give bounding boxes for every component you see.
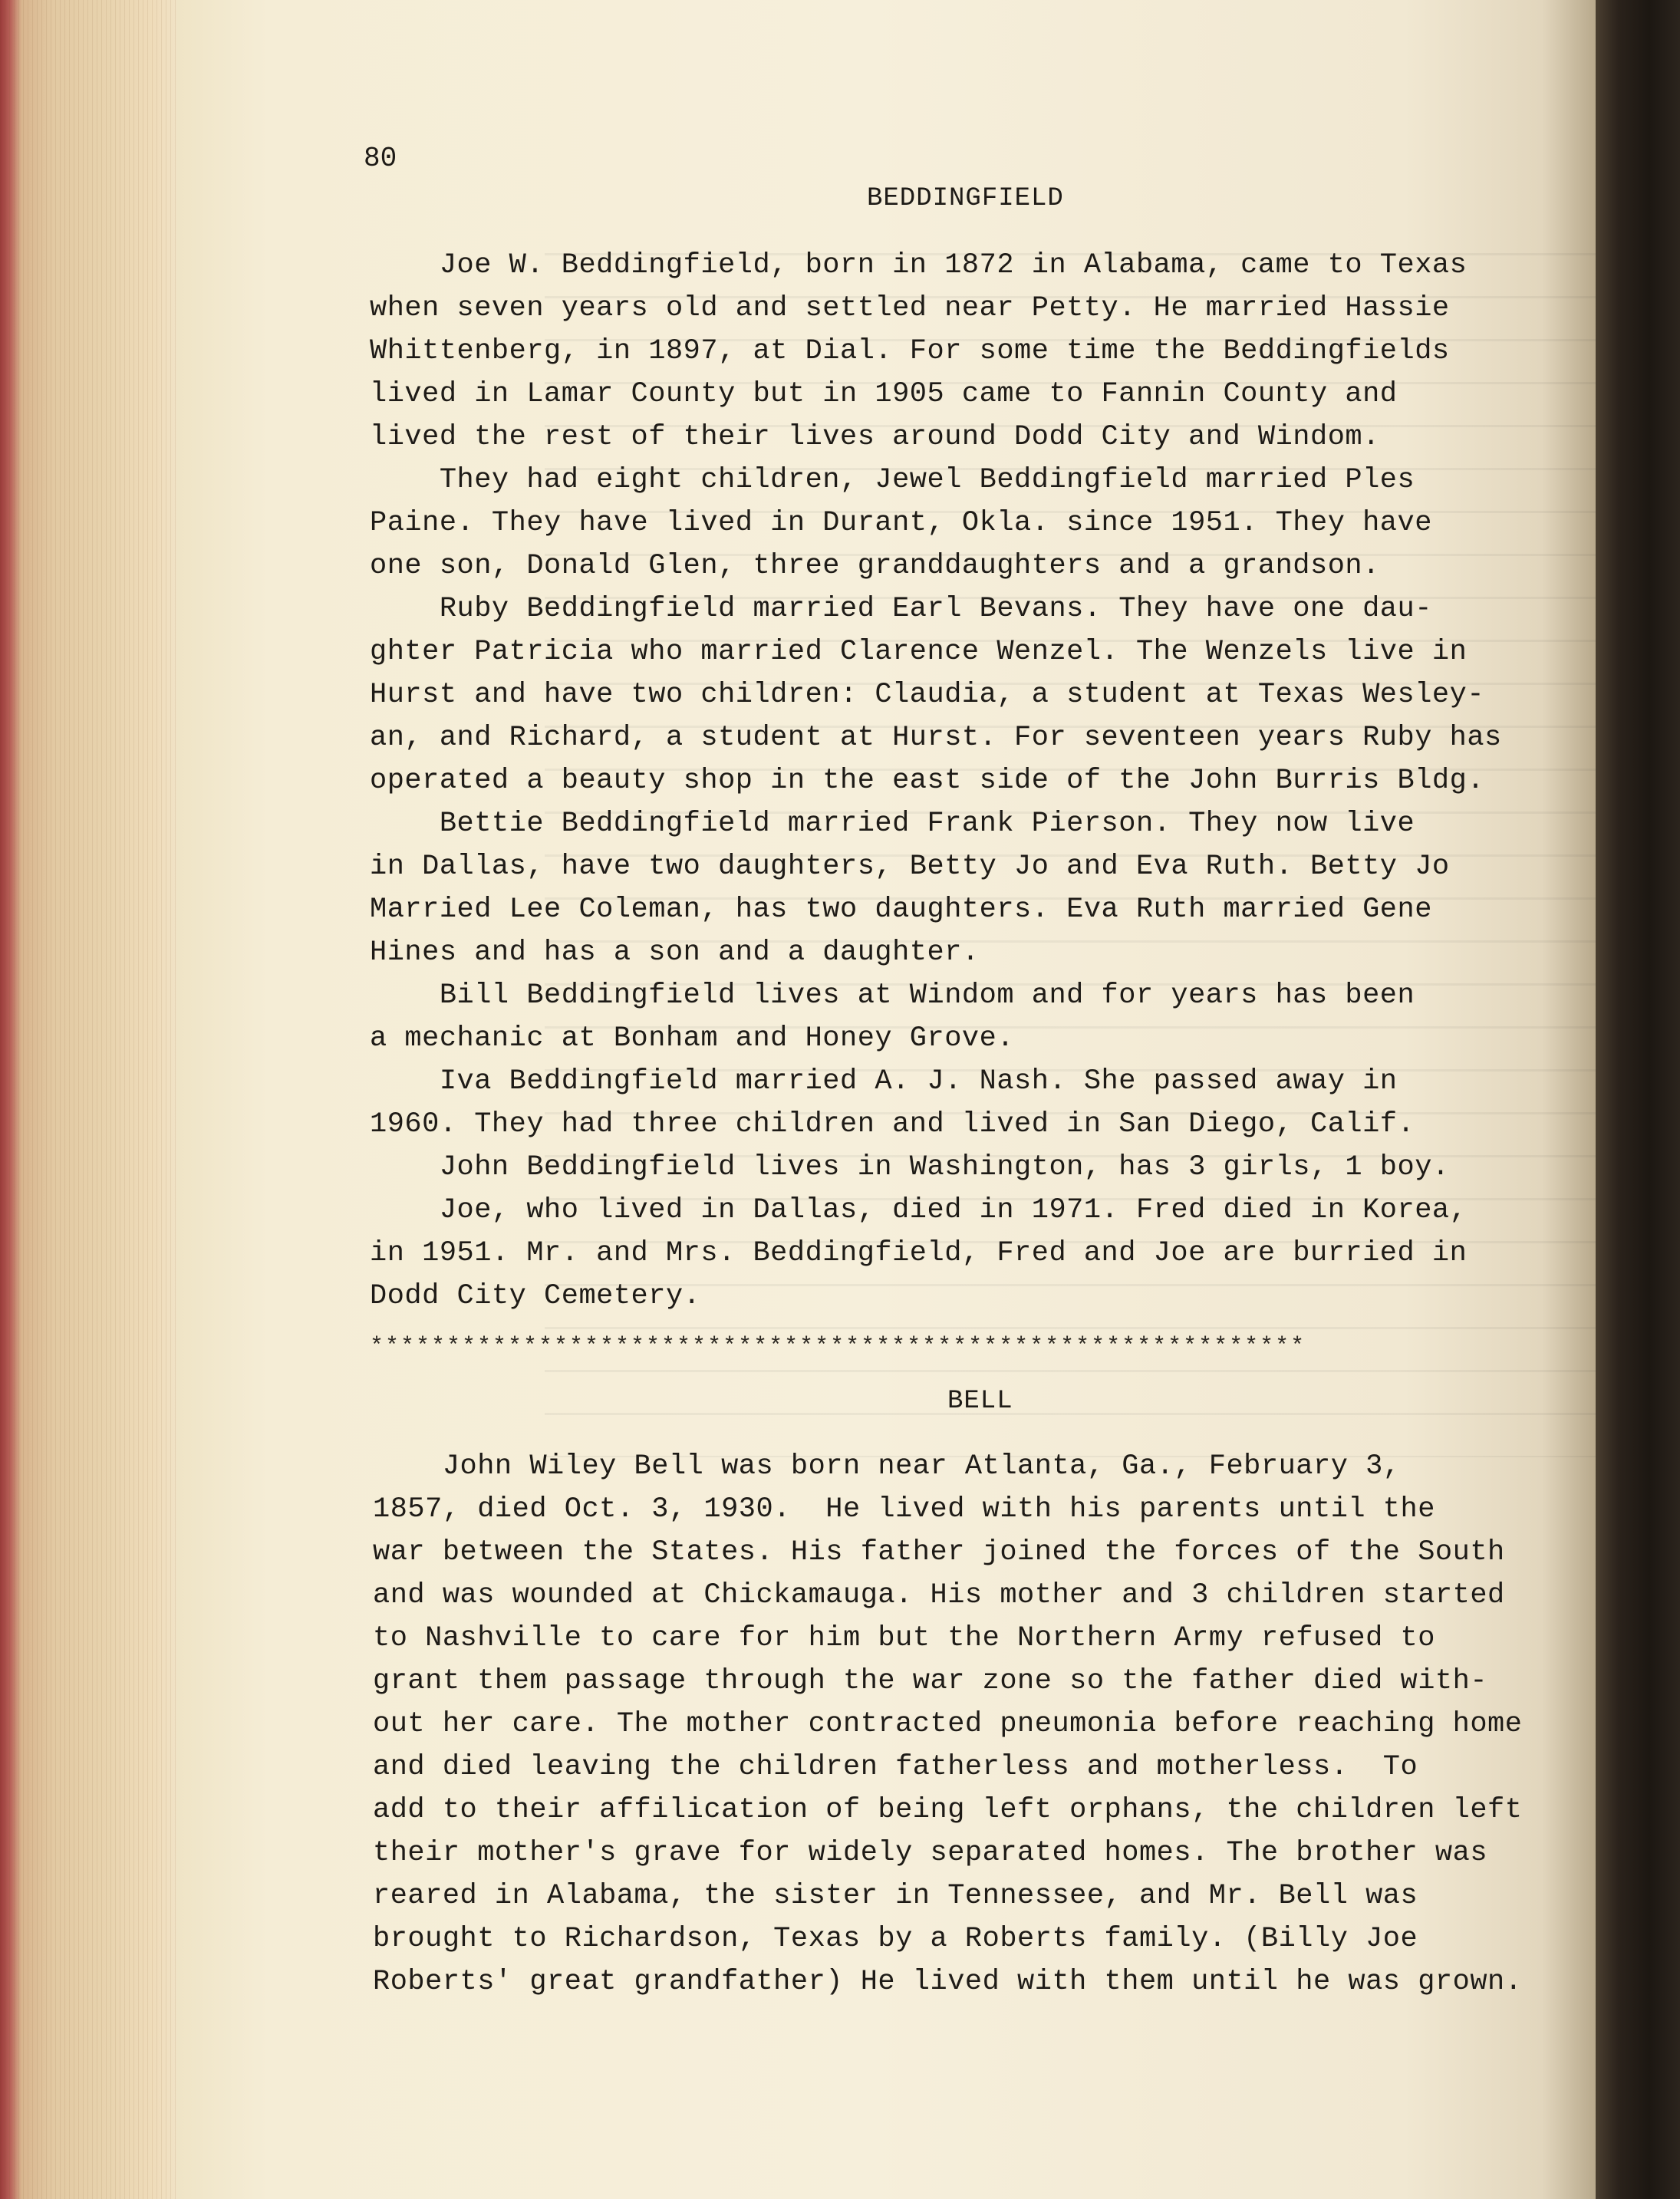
text-line: Bettie Beddingfield married Frank Pierson. They now live [370, 808, 1415, 840]
text-line: 1857, died Oct. 3, 1930. He lived with his parents until the [373, 1493, 1435, 1526]
page-stack-edge [0, 0, 192, 2199]
text-line: an, and Richard, a student at Hurst. For seventeen years Ruby has [370, 722, 1502, 754]
section-divider: ************************************************************* [370, 1334, 1306, 1360]
text-line: They had eight children, Jewel Beddingfield married Ples [370, 464, 1415, 496]
text-line: a mechanic at Bonham and Honey Grove. [370, 1022, 1015, 1055]
text-line: in Dallas, have two daughters, Betty Jo and Eva Ruth. Betty Jo [370, 851, 1450, 883]
text-line: in 1951. Mr. and Mrs. Beddingfield, Fred and Joe are burried in [370, 1237, 1468, 1269]
page-number: 80 [364, 143, 397, 174]
text-line: Dodd City Cemetery. [370, 1280, 701, 1312]
text-line: and was wounded at Chickamauga. His mother and 3 children started [373, 1579, 1505, 1611]
text-line: war between the States. His father joined the forces of the South [373, 1536, 1505, 1569]
text-line: Paine. They have lived in Durant, Okla. since 1951. They have [370, 507, 1432, 539]
text-line: Married Lee Coleman, has two daughters. Eva Ruth married Gene [370, 894, 1432, 926]
text-line: Ruby Beddingfield married Earl Bevans. They have one dau- [370, 593, 1432, 625]
text-line: and died leaving the children fatherless and motherless. To [373, 1751, 1418, 1783]
text-line: John Beddingfield lives in Washington, has 3 girls, 1 boy. [370, 1151, 1450, 1183]
section-heading-bell: BELL [947, 1387, 1013, 1416]
text-line: 1960. They had three children and lived in San Diego, Calif. [370, 1108, 1415, 1141]
text-line: reared in Alabama, the sister in Tennessee, and Mr. Bell was [373, 1880, 1418, 1912]
book-spine [1596, 0, 1680, 2199]
text-line: their mother's grave for widely separated homes. The brother was [373, 1837, 1488, 1869]
text-line: one son, Donald Glen, three granddaughters and a grandson. [370, 550, 1380, 582]
text-line: lived in Lamar County but in 1905 came to Fannin County and [370, 378, 1398, 410]
text-line: Whittenberg, in 1897, at Dial. For some time the Beddingfields [370, 335, 1450, 367]
text-line: to Nashville to care for him but the Northern Army refused to [373, 1622, 1435, 1654]
text-line: grant them passage through the war zone so the father died with- [373, 1665, 1488, 1697]
text-line: add to their affilication of being left orphans, the children left [373, 1794, 1523, 1826]
text-line: Joe W. Beddingfield, born in 1872 in Alabama, came to Texas [370, 249, 1468, 281]
text-line: when seven years old and settled near Petty. He married Hassie [370, 292, 1450, 324]
text-line: brought to Richardson, Texas by a Roberts family. (Billy Joe [373, 1923, 1418, 1955]
text-line: operated a beauty shop in the east side of the John Burris Bldg. [370, 765, 1485, 797]
text-line: Iva Beddingfield married A. J. Nash. She passed away in [370, 1065, 1398, 1098]
text-line: lived the rest of their lives around Dodd City and Windom. [370, 421, 1380, 453]
text-line: ghter Patricia who married Clarence Wenzel. The Wenzels live in [370, 636, 1468, 668]
text-line: out her care. The mother contracted pneumonia before reaching home [373, 1708, 1523, 1740]
text-line: Hines and has a son and a daughter. [370, 937, 980, 969]
text-line: Joe, who lived in Dallas, died in 1971. Fred died in Korea, [370, 1194, 1468, 1226]
section-heading-beddingfield: BEDDINGFIELD [867, 184, 1064, 213]
text-line: Hurst and have two children: Claudia, a student at Texas Wesley- [370, 679, 1485, 711]
text-line: John Wiley Bell was born near Atlanta, Ga., February 3, [373, 1450, 1401, 1483]
text-line: Roberts' great grandfather) He lived with them until he was grown. [373, 1966, 1523, 1998]
text-line: Bill Beddingfield lives at Windom and for years has been [370, 979, 1415, 1012]
show-through-texture [545, 230, 1680, 1457]
